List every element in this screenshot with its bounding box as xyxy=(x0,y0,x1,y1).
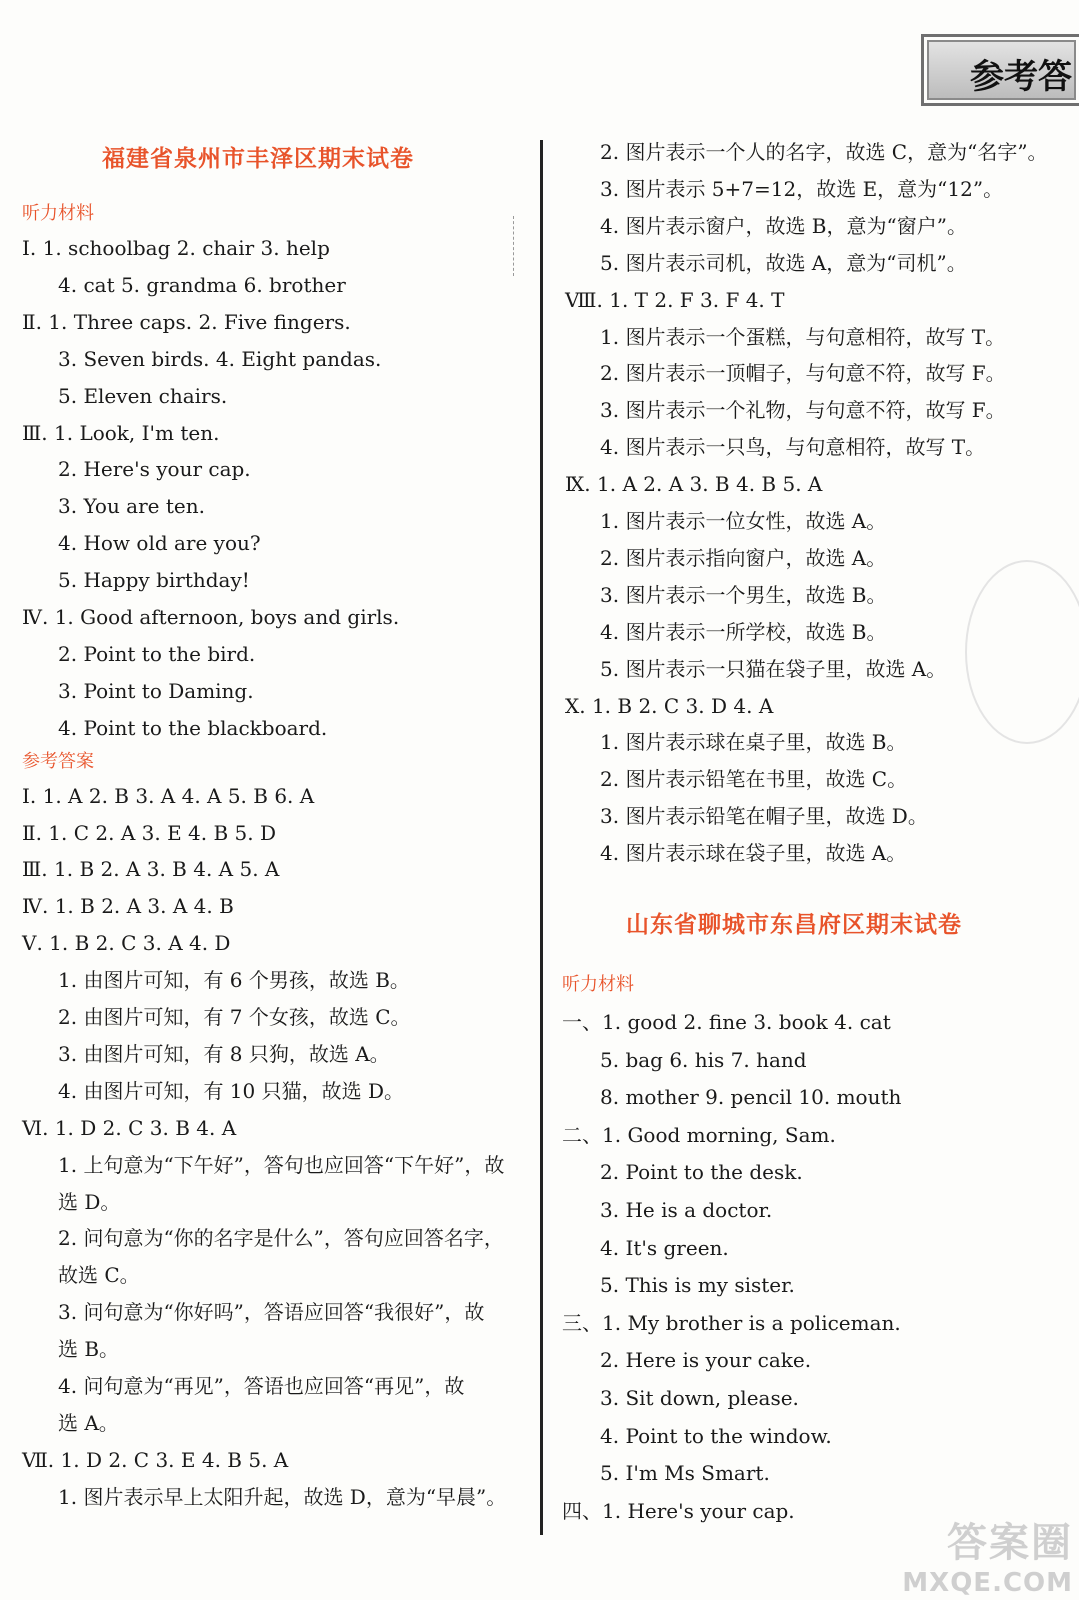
text-line: Ⅶ. 1. D 2. C 3. E 4. B 5. A xyxy=(22,1447,289,1472)
text-line: 2. 图片表示一顶帽子，与句意不符，故写 F。 xyxy=(600,361,1006,386)
text-line: 1. 上句意为“下午好”，答句也应回答“下午好”，故 xyxy=(58,1152,505,1177)
text-line: 5. 图片表示司机，故选 A，意为“司机”。 xyxy=(600,250,967,275)
text-line: 4. 图片表示球在袋子里，故选 A。 xyxy=(600,841,907,866)
text-line: 5. 图片表示一只猫在袋子里，故选 A。 xyxy=(600,656,947,681)
text-line: 5. This is my sister. xyxy=(600,1273,795,1298)
text-line: 1. 图片表示球在桌子里，故选 B。 xyxy=(600,730,907,755)
text-line: 4. 图片表示窗户，故选 B，意为“窗户”。 xyxy=(600,213,967,238)
watermark xyxy=(902,1511,1073,1598)
text-line: Ⅸ. 1. A 2. A 3. B 4. B 5. A xyxy=(565,472,823,497)
left-title: 福建省泉州市丰泽区期末试卷 xyxy=(102,146,414,172)
answer-key-tab xyxy=(921,34,1079,106)
text-line: Ⅴ. 1. B 2. C 3. A 4. D xyxy=(22,931,231,956)
text-line: 3. 问句意为“你好吗”，答语应回答“我很好”，故 xyxy=(58,1300,485,1325)
right-title: 山东省聊城市东昌府区期末试卷 xyxy=(626,912,962,938)
text-line: 3. Sit down, please. xyxy=(600,1386,799,1410)
text-line: 2. 图片表示指向窗户，故选 A。 xyxy=(600,545,887,570)
dashed-rule xyxy=(513,216,514,276)
text-line: Ⅷ. 1. T 2. F 3. F 4. T xyxy=(565,287,785,312)
section-heading: 参考答案 xyxy=(22,750,94,772)
text-line: 2. Point to the desk. xyxy=(600,1160,803,1185)
text-line: 三、1. My brother is a policeman. xyxy=(562,1310,901,1335)
text-line: Ⅳ. 1. Good afternoon, boys and girls. xyxy=(22,605,400,629)
watermark-line1: 答案圈 xyxy=(947,1520,1073,1566)
text-line: 3. 图片表示一个礼物，与句意不符，故写 F。 xyxy=(600,398,1006,423)
text-line: 3. 由图片可知，有 8 只狗，故选 A。 xyxy=(58,1041,390,1066)
text-line: 5. Eleven chairs. xyxy=(58,383,228,408)
text-line: Ⅱ. 1. C 2. A 3. E 4. B 5. D xyxy=(22,820,277,845)
text-line: 选 D。 xyxy=(58,1189,121,1214)
tab-label: 参考答 xyxy=(970,57,1072,97)
text-line: 一、1. good 2. fine 3. book 4. cat xyxy=(562,1010,891,1034)
text-line: 3. 图片表示 5+7=12，故选 E，意为“12”。 xyxy=(600,176,1004,201)
watermark-line2: MXQE.COM xyxy=(902,1568,1073,1598)
text-line: 1. 图片表示一个蛋糕，与句意相符，故写 T。 xyxy=(600,324,1006,349)
text-line: 5. I'm Ms Smart. xyxy=(600,1461,770,1486)
text-line: Ⅱ. 1. Three caps. 2. Five fingers. xyxy=(22,309,351,334)
text-line: 2. 由图片可知，有 7 个女孩，故选 C。 xyxy=(58,1005,411,1029)
text-line: 4. Point to the window. xyxy=(600,1423,832,1448)
text-line: Ⅰ. 1. A 2. B 3. A 4. A 5. B 6. A xyxy=(22,783,315,808)
text-line: 3. He is a doctor. xyxy=(600,1198,773,1222)
text-line: 2. Here is your cake. xyxy=(600,1348,812,1373)
text-line: 3. 图片表示一个男生，故选 B。 xyxy=(600,582,887,607)
text-line: 二、1. Good morning, Sam. xyxy=(562,1122,836,1147)
text-line: Ⅳ. 1. B 2. A 3. A 4. B xyxy=(22,894,234,919)
text-line: Ⅵ. 1. D 2. C 3. B 4. A xyxy=(22,1115,237,1140)
text-line: 4. 问句意为“再见”，答语也应回答“再见”，故 xyxy=(58,1374,465,1398)
text-line: 2. Point to the bird. xyxy=(58,641,256,666)
text-line: 选 B。 xyxy=(58,1337,120,1362)
text-line: 四、1. Here's your cap. xyxy=(562,1498,795,1523)
text-line: 3. You are ten. xyxy=(58,494,205,519)
text-line: 3. 图片表示铅笔在帽子里，故选 D。 xyxy=(600,804,928,829)
text-line: 故选 C。 xyxy=(58,1263,140,1288)
text-line: 1. 图片表示一位女性，故选 A。 xyxy=(600,509,887,533)
text-line: 4. 由图片可知，有 10 只猫，故选 D。 xyxy=(58,1078,404,1103)
text-line: 2. 图片表示一个人的名字，故选 C，意为“名字”。 xyxy=(600,140,1048,164)
section-heading: 听力材料 xyxy=(562,974,634,995)
section-heading: 听力材料 xyxy=(22,203,94,224)
text-line: 4. Point to the blackboard. xyxy=(58,715,328,740)
text-line: 2. 问句意为“你的名字是什么”，答句应回答名字， xyxy=(58,1226,504,1251)
text-line: 4. It's green. xyxy=(600,1235,729,1260)
text-line: 5. Happy birthday! xyxy=(58,568,250,593)
text-line: Ⅲ. 1. Look, I'm ten. xyxy=(22,420,220,445)
text-line: 4. How old are you? xyxy=(58,531,261,556)
column-divider xyxy=(540,140,543,1535)
text-line: 2. Here's your cap. xyxy=(58,457,251,482)
text-line: 选 A。 xyxy=(58,1410,119,1435)
text-line: 4. 图片表示一只鸟，与句意相符，故写 T。 xyxy=(600,435,986,460)
text-line: 1. 图片表示早上太阳升起，故选 D，意为“早晨”。 xyxy=(58,1484,507,1509)
text-line: Ⅰ. 1. schoolbag 2. chair 3. help xyxy=(22,236,330,260)
text-line: 3. Point to Daming. xyxy=(58,678,254,703)
text-line: 4. cat 5. grandma 6. brother xyxy=(58,272,346,297)
text-line: 4. 图片表示一所学校，故选 B。 xyxy=(600,619,887,644)
text-line: Ⅲ. 1. B 2. A 3. B 4. A 5. A xyxy=(22,857,280,882)
text-line: 1. 由图片可知，有 6 个男孩，故选 B。 xyxy=(58,968,410,993)
text-line: Ⅹ. 1. B 2. C 3. D 4. A xyxy=(565,693,774,718)
text-line: 5. bag 6. his 7. hand xyxy=(600,1047,807,1072)
text-line: 8. mother 9. pencil 10. mouth xyxy=(600,1085,902,1110)
text-line: 2. 图片表示铅笔在书里，故选 C。 xyxy=(600,767,908,792)
decoration-outline xyxy=(965,560,1079,744)
text-line: 3. Seven birds. 4. Eight pandas. xyxy=(58,346,382,371)
